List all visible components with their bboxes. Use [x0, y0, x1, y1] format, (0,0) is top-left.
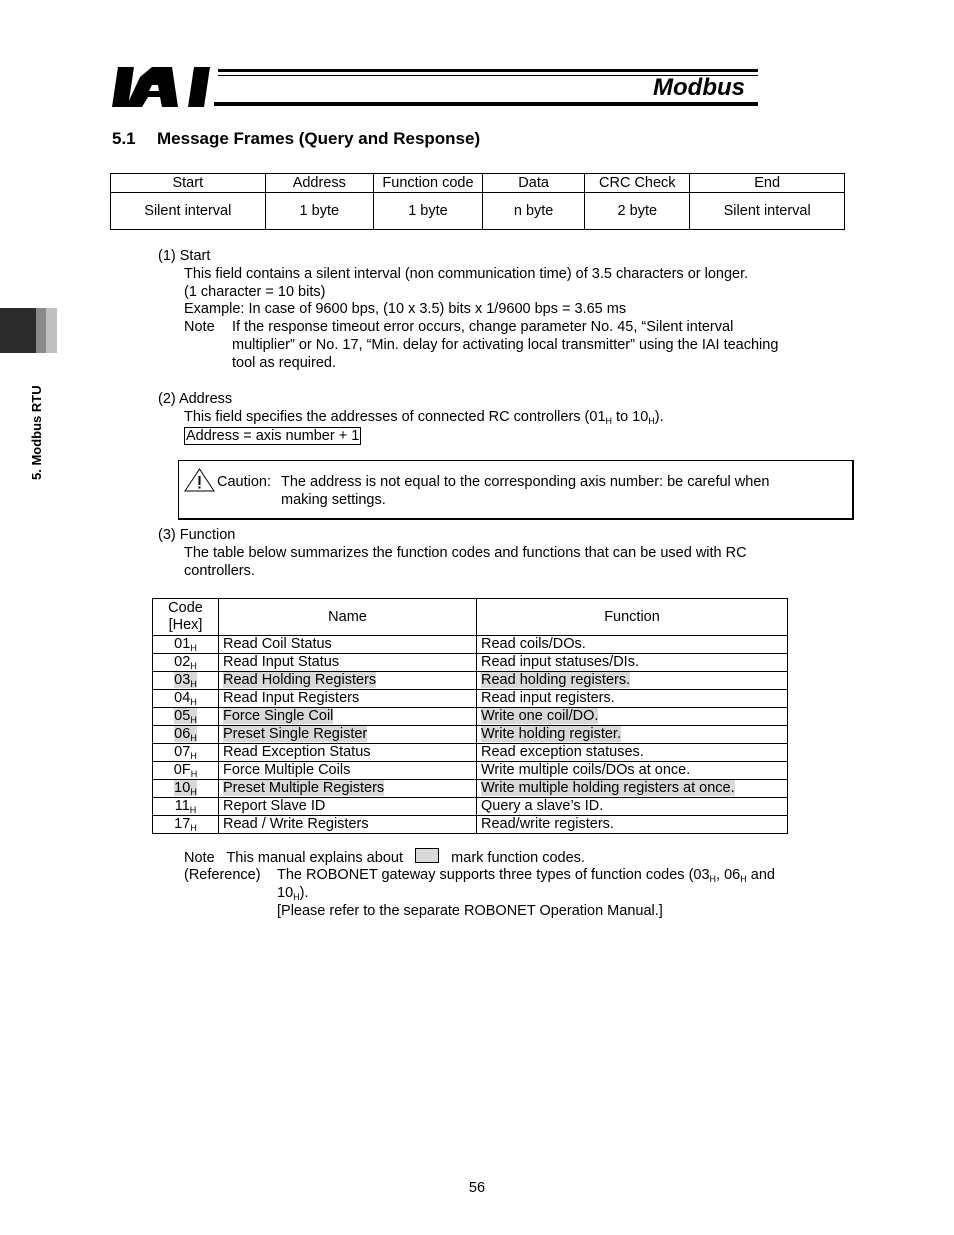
chapter-tab-shade: [36, 308, 46, 353]
iai-logo: [112, 67, 214, 107]
hex-subscript: H: [605, 416, 613, 426]
hex-subscript: H: [190, 715, 197, 725]
hex-subscript: H: [190, 751, 197, 761]
section-number: 5.1: [112, 129, 136, 148]
function-code-value: 07: [174, 744, 191, 760]
frame-header-cell: CRC Check: [585, 174, 690, 193]
function-name-cell-text: Report Slave ID: [223, 798, 326, 814]
frame-value-cell: n byte: [482, 193, 584, 230]
function-code-cell-text: [174, 780, 197, 796]
address-formula-box: Address = axis number + 1: [186, 428, 360, 444]
function-code-cell: [153, 762, 219, 780]
frame-header-cell: Start: [111, 174, 266, 193]
function-desc-cell: [477, 690, 788, 708]
frame-header-cell: End: [690, 174, 845, 193]
hex-subscript: H: [190, 823, 197, 833]
function-name-cell: [219, 762, 477, 780]
function-desc-cell-text: Read exception statuses.: [481, 744, 644, 760]
hex-subscript: H: [293, 892, 300, 902]
function-name-cell: [219, 798, 477, 816]
function-name-cell-text: Read Holding Registers: [223, 672, 377, 688]
frame-value-cell: 2 byte: [585, 193, 690, 230]
function-code-cell: [153, 780, 219, 798]
reference-line: [277, 884, 309, 902]
hex-subscript: H: [190, 679, 197, 689]
reference-label: (Reference): [184, 867, 261, 883]
function-code-cell: [153, 708, 219, 726]
header-name: Name: [219, 599, 477, 636]
function-code-value: 02: [174, 654, 191, 670]
hex-subscript: H: [740, 874, 747, 884]
function-code-cell-text: [174, 762, 197, 778]
frame-header-cell: Function code: [373, 174, 482, 193]
function-desc-cell-text: Query a slave’s ID.: [481, 798, 604, 814]
function-desc-cell: [477, 726, 788, 744]
function-code-cell: [153, 798, 219, 816]
function-desc-cell-text: Read/write registers.: [481, 816, 614, 832]
function-code-row: [153, 690, 788, 708]
chapter-tab-marker: [0, 308, 36, 353]
function-code-cell: [153, 654, 219, 672]
function-name-cell-text: Read Coil Status: [223, 636, 332, 652]
header-code: [153, 599, 219, 636]
function-code-cell-text: [175, 798, 197, 814]
function-name-cell-text: Read Input Registers: [223, 690, 360, 706]
hex-subscript: H: [190, 787, 197, 797]
function-name-cell: [219, 672, 477, 690]
function-name-cell-text: Read Exception Status: [223, 744, 371, 760]
hex-subscript: H: [189, 805, 197, 815]
function-name-cell: [219, 708, 477, 726]
function-code-cell: [153, 744, 219, 762]
address-text: This field specifies the addresses of connected RC controllers (01: [184, 409, 606, 425]
function-code-cell-text: [174, 636, 197, 652]
function-code-cell: [153, 726, 219, 744]
caution-label: Caution:: [217, 474, 272, 490]
function-code-row: [153, 744, 788, 762]
function-heading: (3) Function: [158, 527, 236, 543]
function-name-cell: [219, 726, 477, 744]
start-note-line: tool as required.: [232, 355, 336, 371]
function-desc-cell-text: Write holding register.: [481, 726, 621, 742]
function-name-cell-text: Force Single Coil: [223, 708, 334, 724]
caution-line: making settings.: [281, 492, 386, 508]
function-desc-cell-text: Read input registers.: [481, 690, 615, 706]
reference-text: and: [746, 867, 775, 883]
function-code-row: [153, 816, 788, 834]
function-code-cell-text: [174, 672, 197, 688]
function-name-cell: [219, 636, 477, 654]
function-desc-cell: [477, 708, 788, 726]
function-code-cell-text: [174, 726, 197, 742]
function-code-value: 05: [174, 708, 191, 724]
function-code-value: 11: [174, 798, 190, 814]
function-code-value: 0F: [173, 762, 191, 778]
function-code-value: 01: [174, 636, 191, 652]
function-desc-cell-text: Read input statuses/DIs.: [481, 654, 639, 670]
caution-line: The address is not equal to the corresponding axis number: be careful when: [281, 474, 770, 490]
section-title-text: Message Frames (Query and Response): [157, 129, 481, 148]
function-desc-cell: [477, 762, 788, 780]
function-desc-cell: [477, 672, 788, 690]
function-code-row: [153, 672, 788, 690]
reference-text: 10: [277, 885, 294, 901]
start-line: This field contains a silent interval (non communication time) of 3.5 characters or longer.: [184, 266, 749, 282]
chapter-side-label: 5. Modbus RTU: [29, 385, 44, 480]
frame-header-cell: Address: [265, 174, 373, 193]
header-title: Modbus: [653, 74, 745, 101]
function-desc-cell: [477, 654, 788, 672]
start-note-line: multiplier” or No. 17, “Min. delay for activating local transmitter” using the IAI teaching: [232, 337, 779, 353]
function-line: controllers.: [184, 563, 255, 579]
function-code-cell-text: [174, 690, 197, 706]
reference-text: , 06: [716, 867, 741, 883]
function-name-cell: [219, 780, 477, 798]
function-name-cell-text: Force Multiple Coils: [223, 762, 351, 778]
header-function: Function: [477, 599, 788, 636]
reference-text: The ROBONET gateway supports three types of function codes (03: [277, 867, 710, 883]
function-code-cell: [153, 690, 219, 708]
function-name-cell-text: Preset Multiple Registers: [223, 780, 385, 796]
function-code-value: 04: [174, 690, 191, 706]
function-desc-cell-text: Write multiple holding registers at once.: [481, 780, 735, 796]
warning-triangle-icon: [184, 468, 215, 492]
function-name-cell-text: Preset Single Register: [223, 726, 368, 742]
function-code-cell-text: [174, 744, 197, 760]
function-name-cell-text: Read / Write Registers: [223, 816, 369, 832]
function-desc-cell: [477, 798, 788, 816]
address-line: [184, 408, 664, 426]
func-table-header-row: [153, 599, 788, 636]
function-code-cell: [153, 816, 219, 834]
start-heading: (1) Start: [158, 248, 211, 264]
function-code-value: 03: [174, 672, 191, 688]
message-frame-table: [110, 173, 845, 230]
reference-line: [Please refer to the separate ROBONET Operation Manual.]: [277, 903, 663, 919]
address-text: ).: [654, 409, 664, 425]
hex-subscript: H: [190, 733, 197, 743]
hex-subscript: H: [190, 697, 197, 707]
start-note-label: Note: [184, 319, 215, 335]
section-title: [112, 129, 480, 149]
hex-subscript: H: [709, 874, 717, 884]
address-text: to 10: [612, 409, 649, 425]
start-example: Example: In case of 9600 bps, (10 x 3.5) bits x 1/9600 bps = 3.65 ms: [184, 301, 627, 317]
frame-value-cell: Silent interval: [690, 193, 845, 230]
function-desc-cell-text: Write one coil/DO.: [481, 708, 599, 724]
header-rule-bottom: [214, 102, 758, 106]
function-code-row: [153, 780, 788, 798]
function-desc-cell-text: Read coils/DOs.: [481, 636, 586, 652]
function-desc-cell-text: Read holding registers.: [481, 672, 631, 688]
frame-value-row: [111, 193, 845, 230]
function-code-cell-text: [174, 816, 197, 832]
header-code-line: Code: [168, 600, 203, 616]
hex-subscript: H: [190, 661, 197, 671]
frame-value-cell: 1 byte: [373, 193, 482, 230]
function-name-cell: [219, 654, 477, 672]
function-code-row: [153, 708, 788, 726]
function-desc-cell-text: Write multiple coils/DOs at once.: [481, 762, 691, 778]
frame-header-cell: Data: [482, 174, 584, 193]
function-desc-cell: [477, 780, 788, 798]
header-code-line: [Hex]: [168, 617, 203, 633]
chapter-tab-shade-light: [46, 308, 57, 353]
legend-note-text: Note This manual explains about: [184, 850, 403, 866]
function-code-value: 10: [174, 780, 191, 796]
reference-text: ).: [299, 885, 309, 901]
legend-note-text: mark function codes.: [451, 850, 585, 866]
frame-value-cell: 1 byte: [265, 193, 373, 230]
highlight-legend-swatch: [415, 848, 439, 863]
function-desc-cell: [477, 816, 788, 834]
function-code-row: [153, 726, 788, 744]
function-code-row: [153, 654, 788, 672]
hex-subscript: H: [648, 416, 655, 426]
function-desc-cell: [477, 636, 788, 654]
function-line: The table below summarizes the function codes and functions that can be used with RC: [184, 545, 747, 561]
reference-line: [277, 866, 775, 884]
legend-note: [184, 848, 585, 867]
address-heading: (2) Address: [158, 391, 233, 407]
hex-subscript: H: [190, 643, 197, 653]
header-rule-top: [218, 69, 758, 72]
frame-value-cell: Silent interval: [111, 193, 266, 230]
address-formula: [184, 427, 361, 445]
start-note-line: If the response timeout error occurs, change parameter No. 45, “Silent interval: [232, 319, 734, 335]
function-code-row: [153, 798, 788, 816]
function-code-cell: [153, 636, 219, 654]
function-code-value: 17: [174, 816, 191, 832]
page-number: 56: [468, 1180, 486, 1196]
function-code-cell-text: [174, 654, 197, 670]
function-name-cell: [219, 744, 477, 762]
function-code-cell: [153, 672, 219, 690]
function-code-row: [153, 762, 788, 780]
function-code-cell-text: [174, 708, 197, 724]
function-name-cell: [219, 690, 477, 708]
function-code-value: 06: [174, 726, 191, 742]
function-code-table: [152, 598, 788, 834]
function-name-cell-text: Read Input Status: [223, 654, 340, 670]
function-code-row: [153, 636, 788, 654]
function-desc-cell: [477, 744, 788, 762]
function-name-cell: [219, 816, 477, 834]
hex-subscript: H: [190, 769, 198, 779]
frame-header-row: [111, 174, 845, 193]
start-line: (1 character = 10 bits): [184, 284, 326, 300]
